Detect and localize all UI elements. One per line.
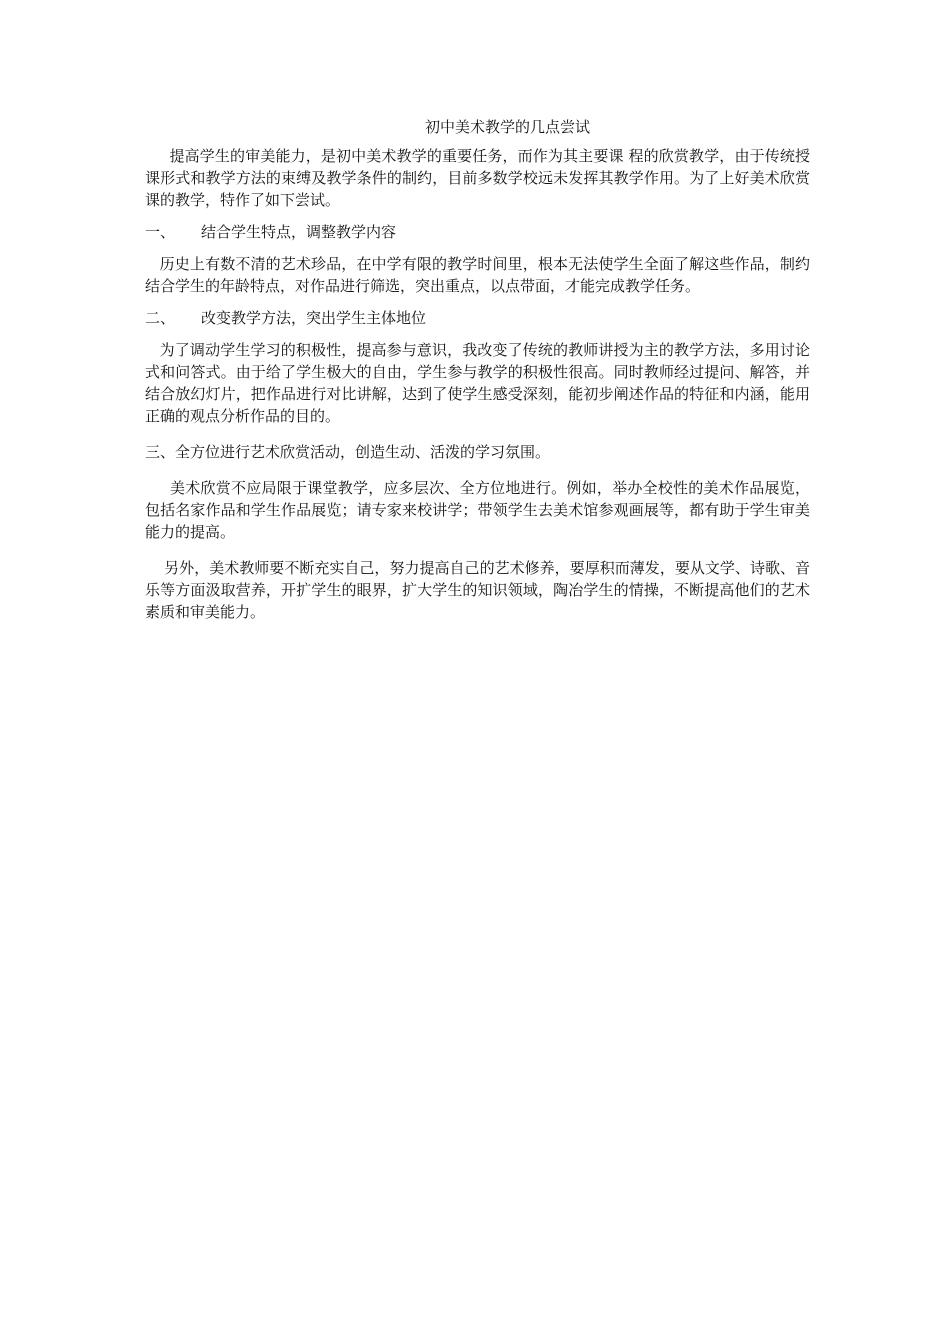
document-title: 初中美术教学的几点尝试 — [424, 118, 590, 136]
section-1-number: 一、 — [145, 223, 176, 241]
section-3-paragraph: 美术欣赏不应局限于课堂教学，应多层次、全方位地进行。例如，举办全校性的美术作品展览，包括名家作品和学生作品展览；请专家来校讲学；带领学生去美术馆参观画展等，都有助于学生审美能力的提高。 — [145, 479, 810, 541]
section-1-paragraph: 历史上有数不清的艺术珍品，在中学有限的教学时间里，根本无法使学生全面了解这些作品，制约结合学生的年龄特点，对作品进行筛选，突出重点，以点带面，才能完成教学任务。 — [145, 255, 810, 295]
closing-paragraph: 另外，美术教师要不断充实自己，努力提高自己的艺术修养，要厚积而薄发，要从文学、诗歌、音乐等方面汲取营养，开扩学生的眼界，扩大学生的知识领域，陶冶学生的情操，不断提高他们的艺术素质和审美能力。 — [145, 559, 810, 621]
section-2-number: 二、 — [145, 309, 176, 327]
section-3-heading: 三、全方位进行艺术欣赏活动，创造生动、活泼的学习氛围。 — [145, 443, 551, 461]
document-body — [145, 116, 810, 623]
section-2-heading — [145, 307, 810, 329]
section-2-paragraph: 为了调动学生学习的积极性，提高参与意识，我改变了传统的教师讲授为主的教学方法，多用讨论式和问答式。由于给了学生极大的自由，学生参与教学的积极性很高。同时教师经过提问、解答，并结合放幻灯片，把作品进行对比讲解，达到了使学生感受深刻，能初步阐述作品的特征和内涵，能用正确的观点分析作品的目的。 — [145, 341, 810, 425]
section-1-title: 结合学生特点，调整教学内容 — [201, 223, 397, 241]
section-2-title: 改变教学方法，突出学生主体地位 — [201, 309, 427, 327]
intro-paragraph: 提高学生的审美能力，是初中美术教学的重要任务，而作为其主要课 程的欣赏教学，由于传统授课形式和教学方法的束缚及教学条件的制约，目前多数学校远未发挥其教学作用。为了上好美术欣赏课的教学，特作了如下尝试。 — [145, 147, 810, 209]
section-1-heading — [145, 221, 810, 243]
